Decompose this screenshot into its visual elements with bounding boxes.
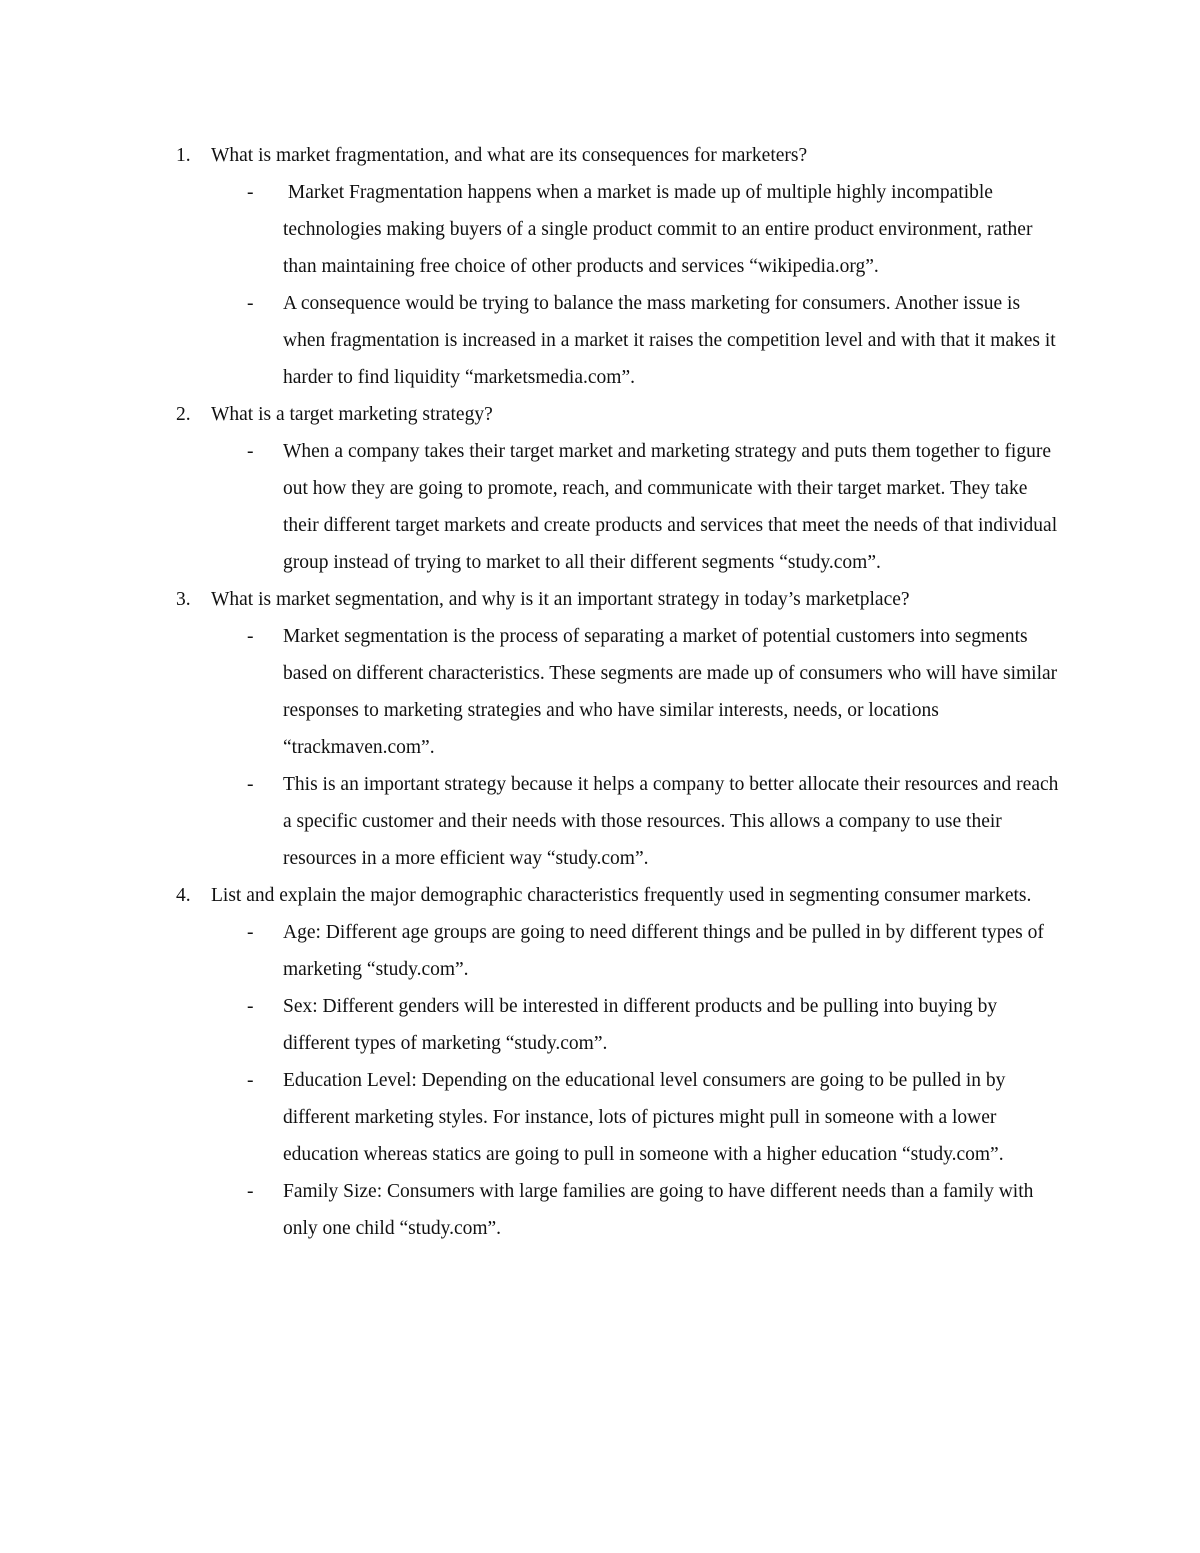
- answer-item: [0, 914, 1200, 988]
- question-item: [0, 877, 1200, 1247]
- answer-item: [0, 988, 1200, 1062]
- question-number: 2.: [176, 404, 191, 425]
- question-item: [0, 396, 1200, 581]
- question-number: 3.: [176, 589, 191, 610]
- answer-text: Age: Different age groups are going to need different things and be pulled in by different types of marketing “study.com”.: [283, 922, 1044, 980]
- question-number: 1.: [176, 145, 191, 166]
- answer-item: [0, 618, 1200, 766]
- dash-bullet: -: [247, 774, 254, 795]
- question-list: [0, 137, 1200, 1247]
- answer-text: This is an important strategy because it helps a company to better allocate their resources and reach a specific customer and their needs with those resources. This allows a company to use their resources in a more efficient way “study.com”.: [283, 774, 1059, 869]
- answer-item: [0, 174, 1200, 285]
- dash-bullet: -: [247, 293, 254, 314]
- question-item: [0, 581, 1200, 877]
- answer-text: Market Fragmentation happens when a market is made up of multiple highly incompatible technologies making buyers of a single product commit to an entire product environment, rather than maintaining free choice of other products and services “wikipedia.org”.: [283, 182, 1038, 277]
- dash-bullet: -: [247, 441, 254, 462]
- answer-text: Family Size: Consumers with large families are going to have different needs than a family with only one child “study.com”.: [283, 1181, 1034, 1239]
- question-text: What is market fragmentation, and what are its consequences for marketers?: [211, 145, 808, 166]
- answer-item: [0, 285, 1200, 396]
- answer-item: [0, 1173, 1200, 1247]
- question-item: [0, 137, 1200, 396]
- question-text: What is market segmentation, and why is it an important strategy in today’s marketplace?: [211, 589, 910, 610]
- answer-text: When a company takes their target market and marketing strategy and puts them together to figure out how they are going to promote, reach, and communicate with their target market. They take their different target markets and create products and services that meet the needs of that individual group instead of trying to market to all their different segments “study.com”.: [283, 441, 1058, 573]
- answer-text: Education Level: Depending on the educational level consumers are going to be pulled in by different marketing styles. For instance, lots of pictures might pull in someone with a lower education whereas statics are going to pull in someone with a higher education “study.com”.: [283, 1070, 1006, 1165]
- answer-text: Sex: Different genders will be interested in different products and be pulling into buying by different types of marketing “study.com”.: [283, 996, 998, 1054]
- question-text: What is a target marketing strategy?: [211, 404, 493, 425]
- answer-text: A consequence would be trying to balance the mass marketing for consumers. Another issue is when fragmentation is increased in a market it raises the competition level and with that it makes it harder to find liquidity “marketsmedia.com”.: [283, 293, 1056, 388]
- answer-item: [0, 766, 1200, 877]
- answer-item: [0, 1062, 1200, 1173]
- answer-item: [0, 433, 1200, 581]
- dash-bullet: -: [247, 182, 254, 203]
- dash-bullet: -: [247, 996, 254, 1017]
- answer-text: Market segmentation is the process of separating a market of potential customers into segments based on different characteristics. These segments are made up of consumers who will have similar responses to marketing strategies and who have similar interests, needs, or locations “trackmaven.com”.: [283, 626, 1058, 758]
- question-text: List and explain the major demographic characteristics frequently used in segmenting consumer markets.: [211, 885, 1032, 906]
- dash-bullet: -: [247, 626, 254, 647]
- dash-bullet: -: [247, 1181, 254, 1202]
- question-number: 4.: [176, 885, 191, 906]
- dash-bullet: -: [247, 1070, 254, 1091]
- dash-bullet: -: [247, 922, 254, 943]
